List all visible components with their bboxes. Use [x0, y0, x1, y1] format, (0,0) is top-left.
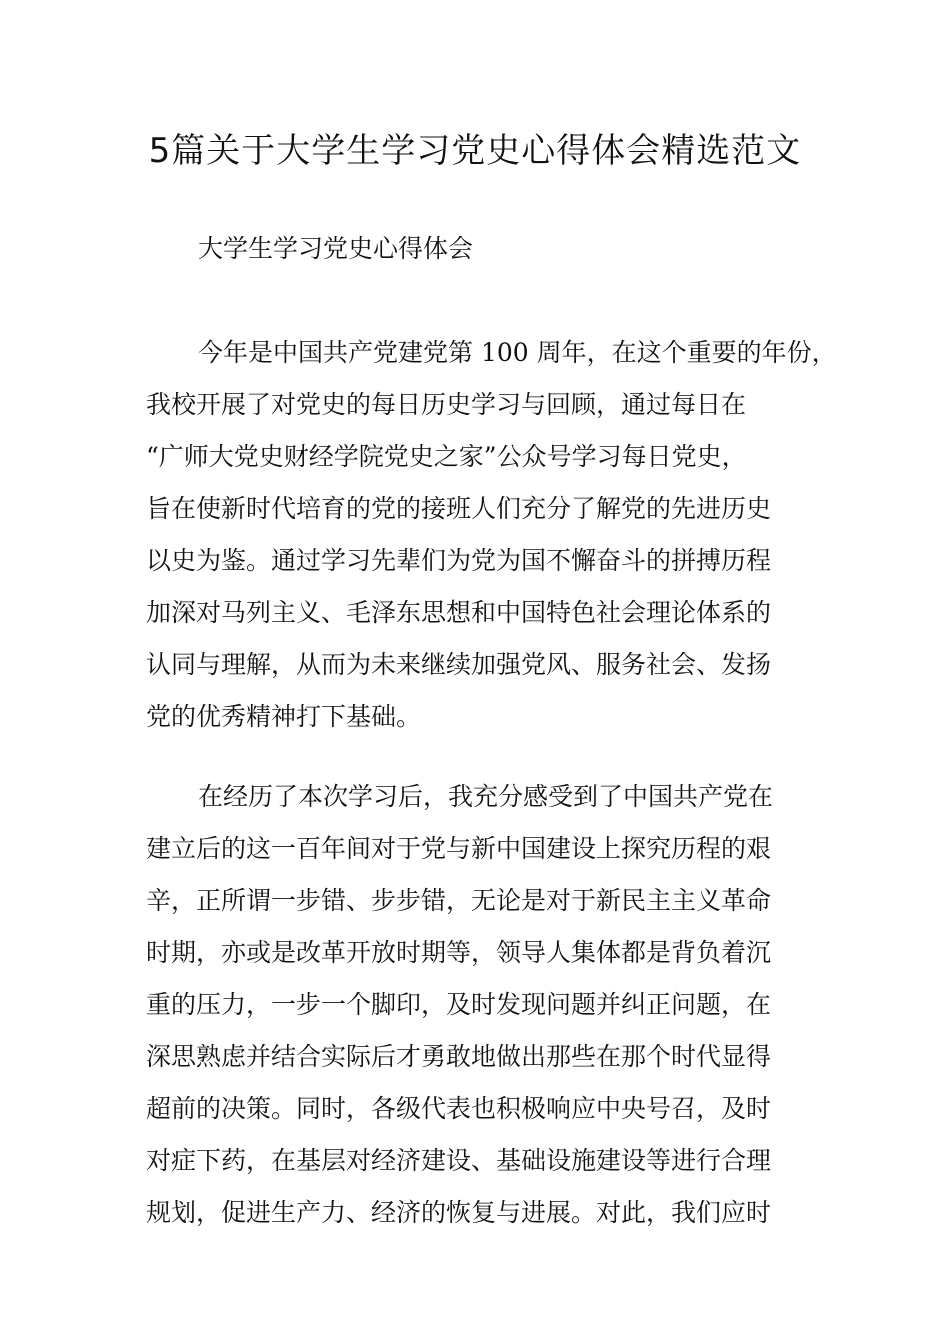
paragraph-line: “广师大党史财经学院党史之家”公众号学习每日党史，	[146, 442, 747, 471]
paragraph-line: 认同与理解，从而为未来继续加强党风、服务社会、发扬	[146, 650, 772, 679]
paragraph-line: 加深对马列主义、毛泽东思想和中国特色社会理论体系的	[146, 598, 772, 627]
paragraph-1	[146, 327, 836, 743]
paragraph-line: 建立后的这一百年间对于党与新中国建设上探究历程的艰	[146, 834, 772, 863]
paragraph-line: 重的压力，一步一个脚印，及时发现问题并纠正问题，在	[146, 990, 772, 1019]
paragraph-line: 辛，正所谓一步错、步步错，无论是对于新民主主义革命	[146, 886, 772, 915]
paragraph-line: 时期，亦或是改革开放时期等，领导人集体都是背负着沉	[146, 938, 772, 967]
paragraph-line: 以史为鉴。通过学习先辈们为党为国不懈奋斗的拼搏历程	[146, 546, 772, 575]
paragraph-line: 我校开展了对党史的每日历史学习与回顾，通过每日在	[146, 390, 747, 419]
document-title: 5篇关于大学生学习党史心得体会精选范文	[148, 131, 802, 171]
paragraph-line: 旨在使新时代培育的党的接班人们充分了解党的先进历史	[146, 494, 772, 523]
paragraph-line: 深思熟虑并结合实际后才勇敢地做出那些在那个时代显得	[146, 1042, 772, 1071]
section-subheading: 大学生学习党史心得体会	[198, 234, 474, 263]
paragraph-line: 超前的决策。同时，各级代表也积极响应中央号召，及时	[146, 1094, 772, 1123]
paragraph-line: 党的优秀精神打下基础。	[146, 702, 422, 731]
paragraph-2	[146, 771, 836, 1239]
paragraph-line: 对症下药，在基层对经济建设、基础设施建设等进行合理	[146, 1146, 772, 1175]
paragraph-line: 规划，促进生产力、经济的恢复与进展。对此，我们应时	[146, 1198, 772, 1227]
paragraph-line: 在经历了本次学习后，我充分感受到了中国共产党在	[198, 782, 774, 811]
paragraph-line: 今年是中国共产党建党第 100 周年，在这个重要的年份，	[198, 338, 837, 367]
